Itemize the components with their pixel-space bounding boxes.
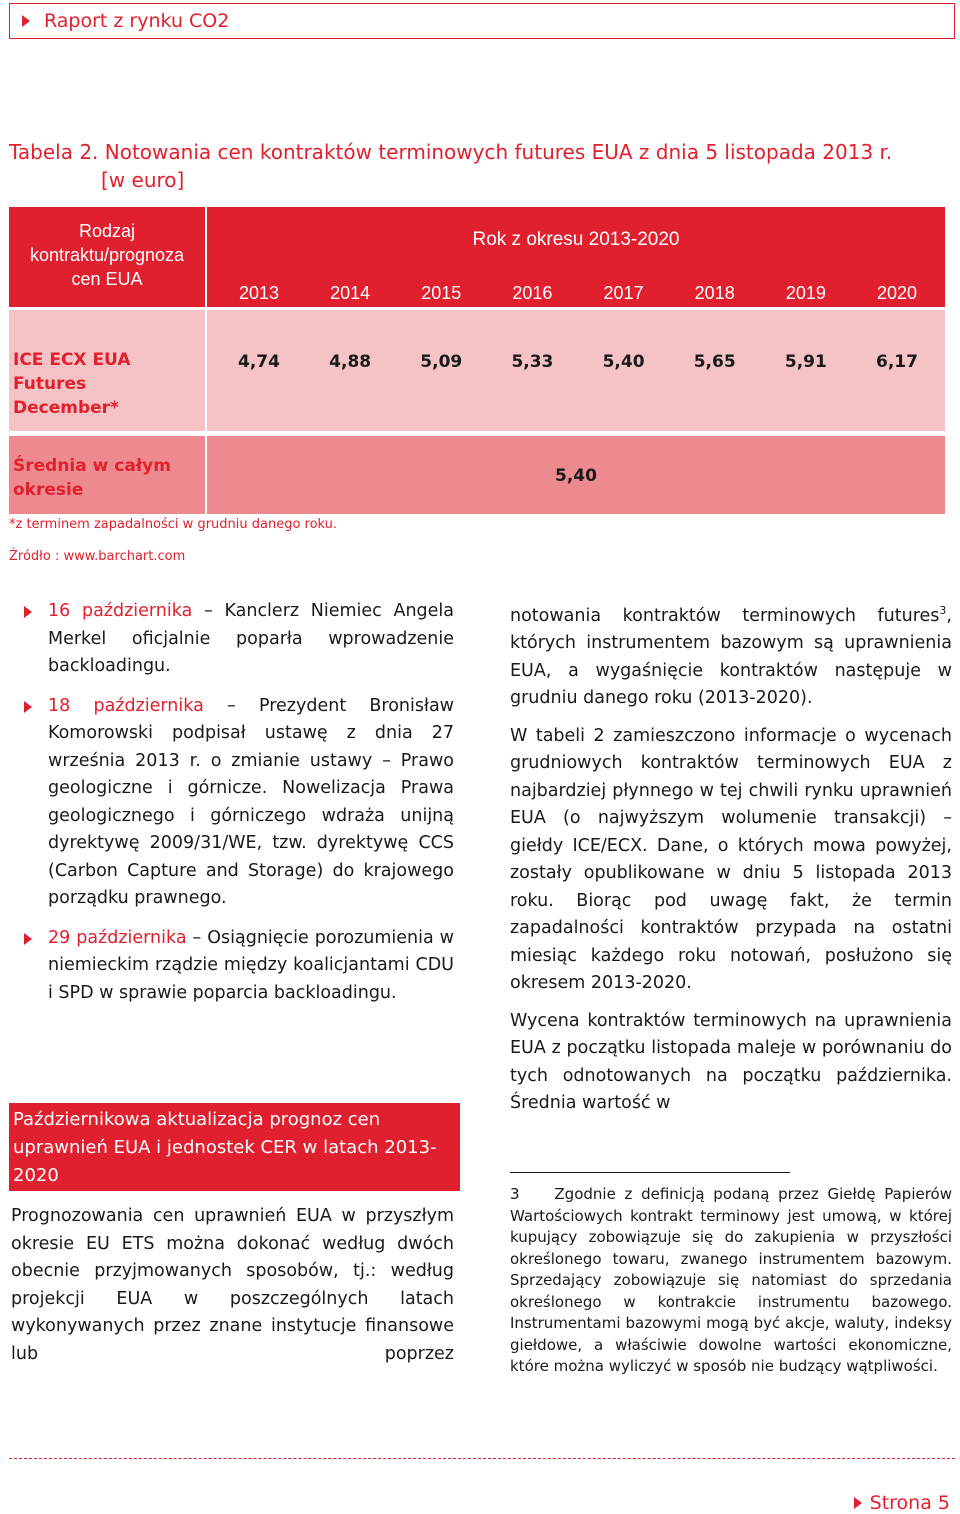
- footnote-number: 3: [510, 1185, 520, 1203]
- year-cell: 2018: [694, 283, 735, 303]
- table-caption: [9, 138, 949, 194]
- row-label-line: okresie: [13, 480, 84, 500]
- triangle-bullet-icon: [24, 933, 32, 945]
- bullet-date: 29 października: [48, 927, 187, 948]
- bullet-text: – Kanclerz Niemiec Angela Merkel oficjalnie poparła wprowadzenie backloadingu.: [48, 601, 455, 676]
- row-value-average: [207, 436, 945, 514]
- footnote-ref: 3: [939, 604, 947, 617]
- row-label-line: December*: [13, 398, 119, 418]
- row-label-average: [9, 436, 205, 514]
- corner-header-line: Rodzaj: [78, 221, 136, 241]
- footnote: [510, 1184, 952, 1378]
- paragraph-text: , których instrumentem bazowym są uprawnienia EUA, a wygaśnięcie kontraktów następuje w grudniu danego roku (2013-2020).: [510, 605, 952, 709]
- page-number: Strona 5: [869, 1492, 950, 1514]
- corner-header-line: kontraktu/prognoza: [29, 245, 185, 265]
- footnote-divider: [510, 1172, 790, 1173]
- triangle-bullet-icon: [854, 1497, 862, 1509]
- value-cell: 4,88: [329, 352, 372, 372]
- value-cell: 5,40: [602, 352, 645, 372]
- value-cell: 5,09: [420, 352, 463, 372]
- paragraph-text: notowania kontraktów terminowych futures: [510, 605, 940, 626]
- news-bullet: [24, 598, 454, 681]
- value-cell: 5,33: [511, 352, 554, 372]
- page-footer: [854, 1492, 950, 1514]
- year-cell: 2013: [238, 283, 280, 303]
- footer-divider: [9, 1458, 955, 1459]
- bullet-date: 16 października: [48, 601, 193, 621]
- bullet-text: – Prezydent Bronisław Komorowski podpisał ustawę z dnia 27 września 2013 r. o zmianie ustawy – Prawo geologiczne i górnicze. Nowelizacja Prawa geologicznego i górniczego wdraża unijną dyrektywę 2009/31/WE, tzw. dyrektywę CCS (Carbon Capture and Storage) do krajowego porządku prawnego.: [48, 695, 454, 908]
- report-title: Raport z rynku CO2: [44, 10, 230, 32]
- paragraph: Wycena kontraktów terminowych na uprawnienia EUA z początku listopada maleje w porównaniu do tych odnotowanych na początku października. Średnia wartość w: [510, 1010, 952, 1114]
- report-header: [9, 3, 955, 39]
- triangle-bullet-icon: [24, 606, 32, 618]
- year-cell: 2020: [876, 283, 917, 303]
- row-label-line: ICE ECX EUA Futures: [13, 350, 131, 394]
- year-cell: 2015: [421, 283, 462, 303]
- value-cell: 5,91: [784, 352, 827, 372]
- bullet-text: – Osiągnięcie porozumienia w niemieckim rządzie między koalicjantami CDU i SPD w sprawie poparcia backloadingu.: [48, 927, 454, 1003]
- paragraph: W tabeli 2 zamieszczono informacje o wycenach grudniowych kontraktów terminowych EUA z najbardziej płynnego w tej chwili rynku uprawnień EUA (o najwyższym wolumenie transakcji) – giełdy ICE/ECX. Dane, o których mowa powyżej, zostały opublikowane w dniu 5 listopada 2013 roku. Biorąc pod uwagę fakt, że termin zapadalności kontraktów przypada na ostatni miesiąc każdego roku notowań, posłużono się okresem 2013-2020.: [510, 725, 952, 994]
- average-value: 5,40: [555, 466, 597, 486]
- row-label-futures: [9, 310, 205, 431]
- corner-header-line: cen EUA: [71, 269, 143, 289]
- footnote-text: Zgodnie z definicją podaną przez Giełdę Papierów Wartościowych kontrakt terminowy jest umową, w której kupujący zobowiązuje się do zakupienia w przyszłości określonego towaru, zwanego instrumentem bazowym. Sprzedający zobowiązuje się natomiast do sprzedania określonego w kontrakcie instrumentu bazowego. Instrumentami bazowymi mogą być akcje, waluty, indeksy giełdowe, a właściwie dowolne wartości ekonomiczne, które można wyliczyć w sposób nie budzący wątpliwości.: [510, 1185, 952, 1375]
- table-source: Źródło : www.barchart.com: [9, 549, 186, 564]
- year-cell: 2016: [512, 283, 553, 303]
- news-bullet: [24, 925, 454, 1008]
- values-row: [215, 352, 941, 372]
- table-caption-line1: Tabela 2. Notowania cen kontraktów terminowych futures EUA z dnia 5 listopada 2013 r.: [9, 140, 893, 164]
- table-period-header: [207, 207, 945, 307]
- period-title: Rok z okresu 2013-2020: [472, 229, 680, 250]
- triangle-bullet-icon: [24, 701, 32, 713]
- bullet-date: 18 października: [48, 695, 204, 716]
- table-footnote: *z terminem zapadalności w grudniu danego roku.: [9, 517, 338, 532]
- row-values-futures: [207, 310, 945, 431]
- news-bullets: [24, 598, 454, 1019]
- paragraph: [510, 597, 952, 713]
- right-column: [510, 597, 952, 1128]
- news-bullet: [24, 693, 454, 913]
- section-paragraph: Prognozowania cen uprawnień EUA w przyszłym okresie EU ETS można dokonać według dwóch obecnie przyjmowanych sposobów, tj.: według projekcji EUA w poszczególnych latach wykonywanych przez znane instytucje finansowe lub poprzez: [11, 1206, 454, 1364]
- value-cell: 4,74: [238, 352, 280, 372]
- years-row: [215, 283, 941, 304]
- table-corner-header: [9, 207, 205, 307]
- triangle-bullet-icon: [22, 15, 30, 27]
- row-label-line: Średnia w całym: [13, 456, 171, 476]
- table-caption-line2: [w euro]: [101, 168, 185, 192]
- year-cell: 2017: [603, 283, 644, 303]
- value-cell: 6,17: [876, 352, 918, 372]
- value-cell: 5,65: [693, 352, 736, 372]
- year-cell: 2019: [785, 283, 826, 303]
- year-cell: 2014: [330, 283, 371, 303]
- section-heading: Październikowa aktualizacja prognoz cen uprawnień EUA i jednostek CER w latach 2013-2020: [9, 1103, 460, 1191]
